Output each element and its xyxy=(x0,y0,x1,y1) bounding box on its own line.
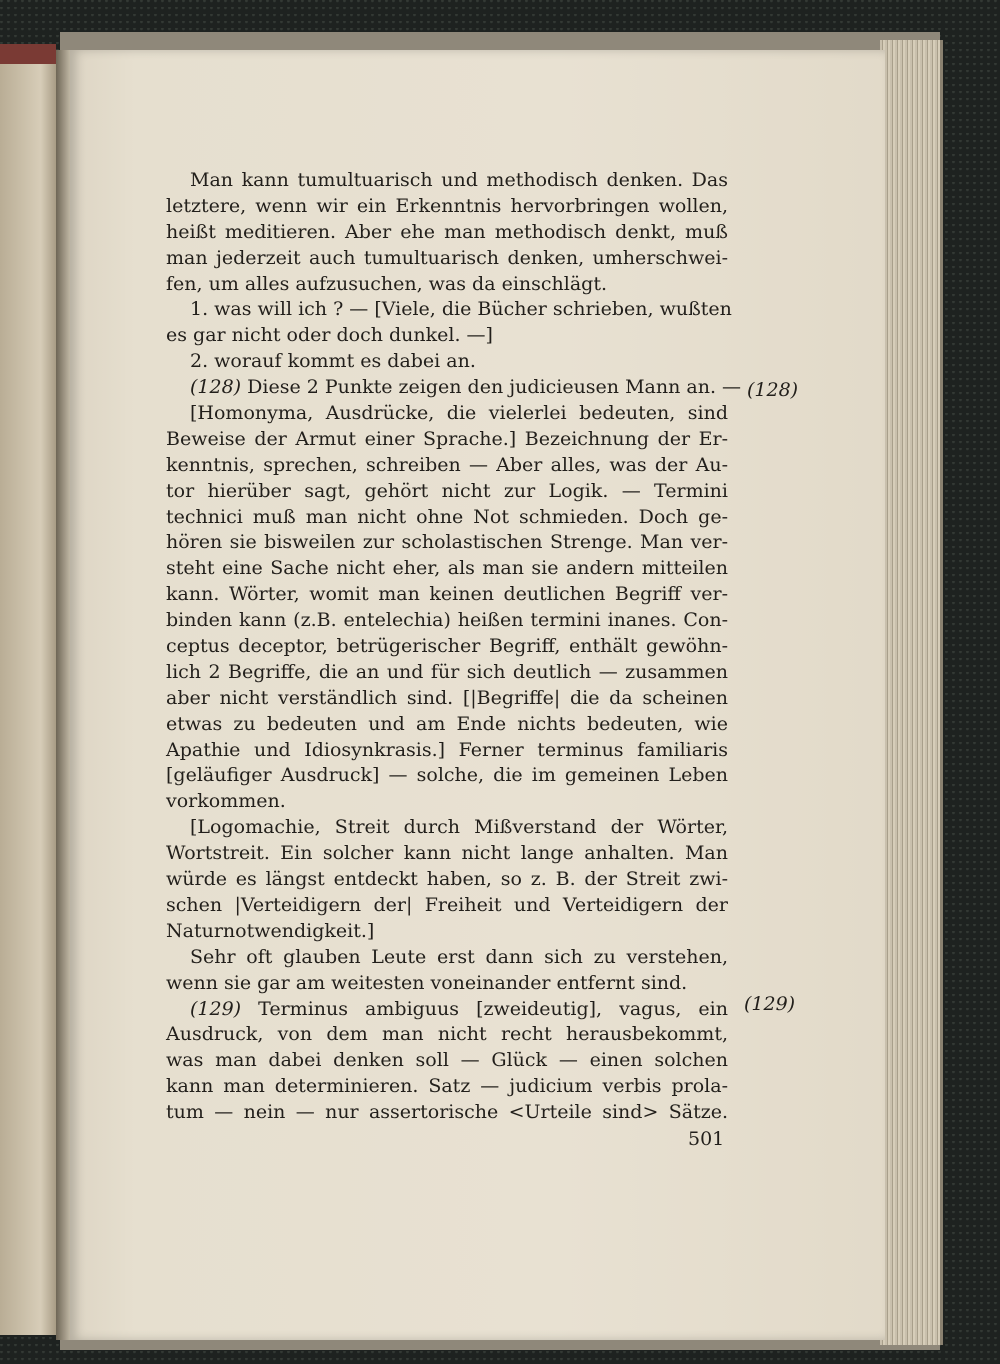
text-line: technici muß man nicht ohne Not schmieden. Doch ge- xyxy=(166,505,728,528)
text-line: Sehr oft glauben Leute erst dann sich zu verstehen, xyxy=(190,945,728,968)
text-line: letztere, wenn wir ein Erkenntnis hervorbringen wollen, xyxy=(166,194,728,217)
text-line: kann. Wörter, womit man keinen deutlichen Begriff ver- xyxy=(166,583,728,606)
inline-section-number: (128) xyxy=(190,376,248,399)
page-edges xyxy=(880,40,943,1345)
margin-note-129: (129) xyxy=(744,993,796,1015)
text-line: Ausdruck, von dem man nicht recht herausbekommt, xyxy=(166,1023,728,1046)
text-line: was man dabei denken soll — Glück — einen solchen xyxy=(166,1049,728,1072)
text-line: 1. was will ich ? — [Viele, die Bücher schrieben, wußten xyxy=(190,298,732,321)
line-text: Diese 2 Punkte zeigen den judicieusen Mann an. — xyxy=(247,376,742,399)
text-line: [geläufiger Ausdruck] — solche, die im gemeinen Leben xyxy=(166,764,728,787)
text-line: Beweise der Armut einer Sprache.] Bezeichnung der Er- xyxy=(166,427,728,450)
text-line: [Logomachie, Streit durch Mißverstand der Wörter, xyxy=(190,816,728,839)
text-line: kann man determinieren. Satz — judicium verbis prola- xyxy=(166,1075,728,1098)
text-line: hören sie bisweilen zur scholastischen Strenge. Man ver- xyxy=(166,531,728,554)
text-line: würde es längst entdeckt haben, so z. B. der Streit zwi- xyxy=(166,868,728,891)
page-number: 501 xyxy=(688,1128,725,1150)
text-line: schen |Verteidigern der| Freiheit und Verteidigern der xyxy=(166,893,728,916)
gutter xyxy=(56,50,70,1340)
text-line: etwas zu bedeuten und am Ende nichts bedeuten, wie xyxy=(166,712,728,735)
line-text: Terminus ambiguus [zweideutig], vagus, ein xyxy=(258,997,728,1020)
text-line: Naturnotwendigkeit.] xyxy=(166,919,375,942)
text-line: ceptus deceptor, betrügerischer Begriff, enthält gewöhn- xyxy=(166,635,728,658)
text-line: tum — nein — nur assertorische <Urteile sind> Sätze. xyxy=(166,1101,728,1124)
text-line: es gar nicht oder doch dunkel. —] xyxy=(166,324,493,347)
text-line: aber nicht verständlich sind. [|Begriffe| die da scheinen xyxy=(166,686,728,709)
margin-note-128: (128) xyxy=(747,379,799,401)
cover-edge xyxy=(0,44,56,64)
text-line xyxy=(166,997,728,1023)
text-line: kenntnis, sprechen, schreiben — Aber alles, was der Au- xyxy=(166,453,728,476)
text-line: man jederzeit auch tumultuarisch denken, umherschwei- xyxy=(166,246,728,269)
inline-section-number: (129) xyxy=(190,997,259,1020)
text-line: fen, um alles aufzusuchen, was da einschlägt. xyxy=(166,272,608,295)
text-line: heißt meditieren. Aber ehe man methodisch denkt, muß xyxy=(166,220,728,243)
text-line: wenn sie gar am weitesten voneinander entfernt sind. xyxy=(166,971,688,994)
text-line: vorkommen. xyxy=(166,790,286,813)
text-line: Man kann tumultuarisch und methodisch denken. Das xyxy=(190,169,728,191)
text-line: lich 2 Begriffe, die an und für sich deutlich — zusammen xyxy=(166,660,728,683)
text-line: Wortstreit. Ein solcher kann nicht lange anhalten. Man xyxy=(166,842,728,865)
page-text xyxy=(166,168,742,1126)
text-line: steht eine Sache nicht eher, als man sie andern mitteilen xyxy=(166,557,728,580)
text-line: Apathie und Idiosynkrasis.] Ferner terminus familiaris xyxy=(166,738,728,761)
text-line: 2. worauf kommt es dabei an. xyxy=(190,350,476,373)
text-line: [Homonyma, Ausdrücke, die vielerlei bedeuten, sind xyxy=(190,402,728,425)
left-page-edge xyxy=(0,50,60,1335)
text-line xyxy=(166,375,742,401)
text-line: tor hierüber sagt, gehört nicht zur Logik. — Termini xyxy=(166,479,728,502)
text-line: binden kann (z.B. entelechia) heißen termini inanes. Con- xyxy=(166,609,728,632)
